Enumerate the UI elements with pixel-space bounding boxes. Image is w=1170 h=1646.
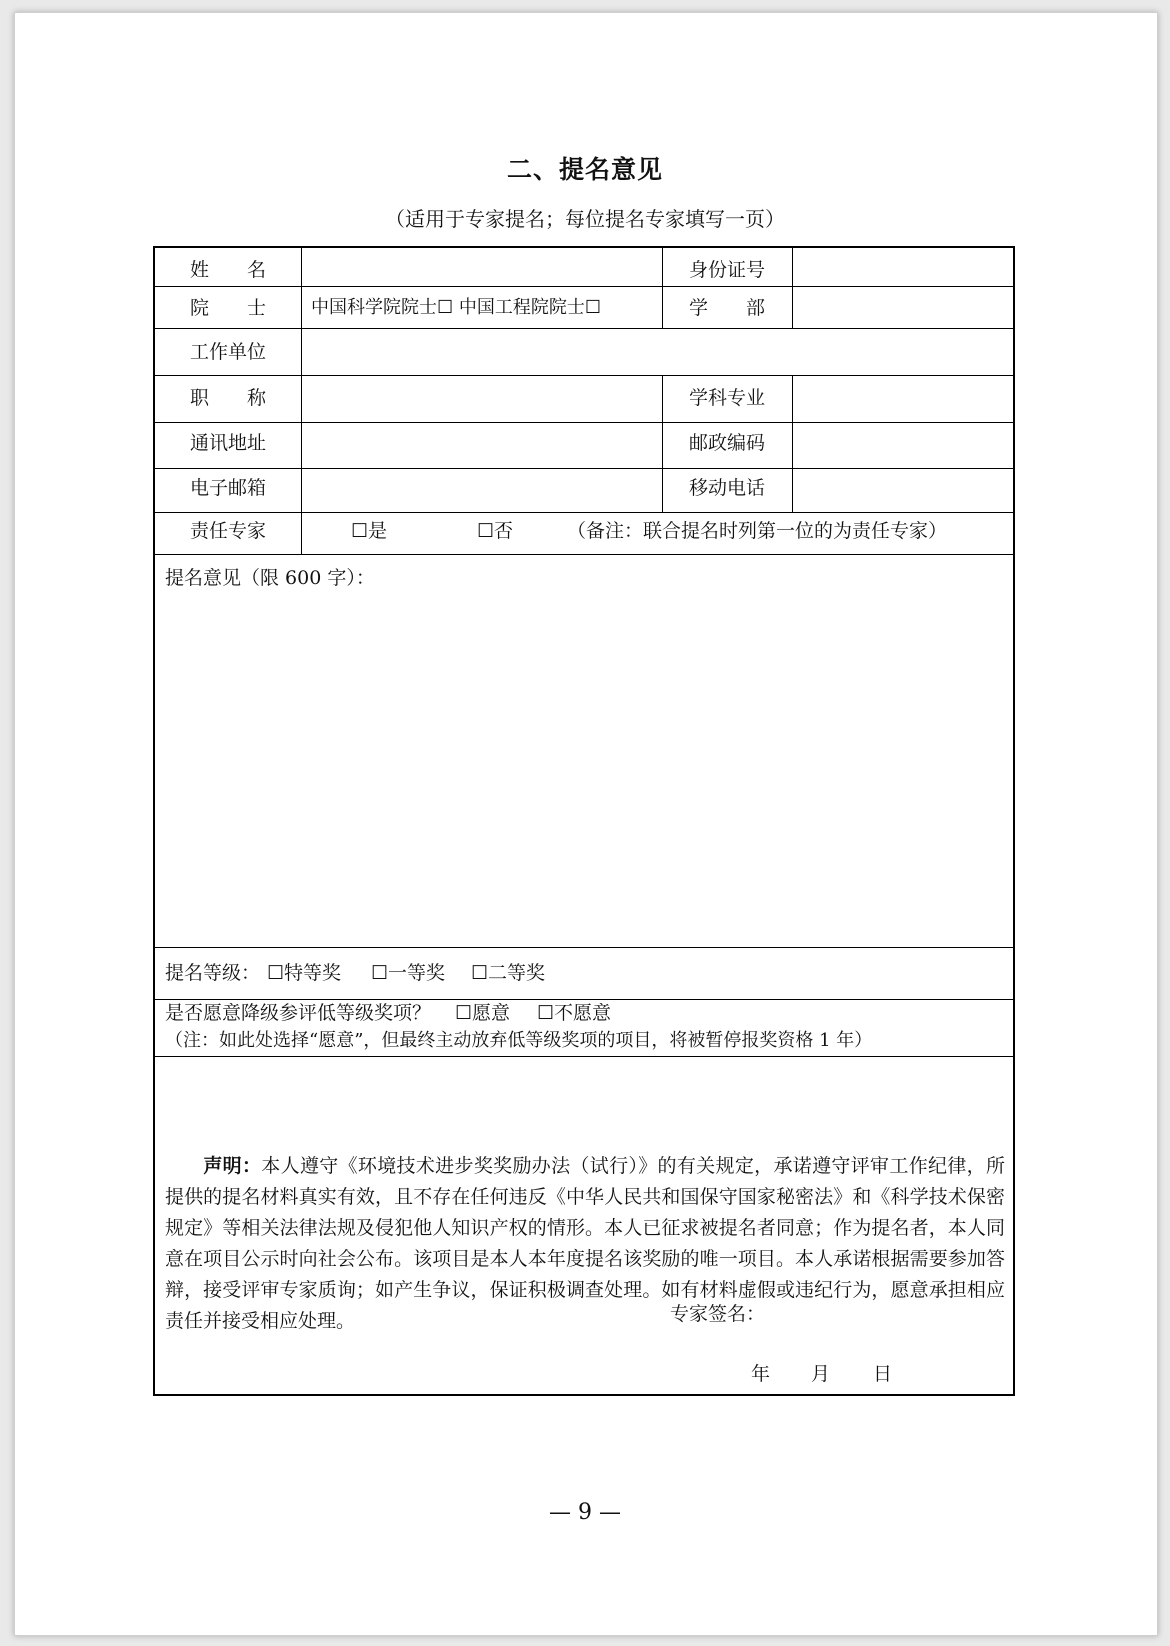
grade-first-checkbox[interactable]: ☐一等奖 [371, 962, 446, 984]
work-unit-field[interactable] [302, 329, 1013, 374]
row-divider [155, 554, 1013, 555]
responsible-no-checkbox[interactable]: ☐否 [477, 520, 514, 542]
postcode-label: 邮政编码 [688, 432, 765, 454]
division-label: 学 部 [688, 297, 765, 319]
date-year-label: 年 [751, 1363, 771, 1385]
responsible-expert-label: 责任专家 [189, 520, 266, 542]
responsible-note: （备注：联合提名时列第一位的为责任专家） [567, 520, 948, 542]
id-number-field[interactable] [793, 248, 1013, 285]
discipline-label: 学科专业 [688, 387, 765, 409]
title-field[interactable] [302, 376, 661, 421]
address-label: 通讯地址 [189, 432, 266, 454]
row-divider [155, 947, 1013, 948]
date-day-label: 日 [873, 1363, 893, 1385]
name-label: 姓 名 [189, 259, 266, 281]
title-label: 职 称 [189, 387, 266, 409]
downgrade-no-checkbox[interactable]: ☐不愿意 [537, 1002, 612, 1024]
row-divider [155, 999, 1013, 1000]
signature-label: 专家签名： [670, 1303, 766, 1325]
academician-options[interactable]: 中国科学院院士☐ 中国工程院院士☐ [311, 297, 601, 318]
date-month-label: 月 [811, 1363, 831, 1385]
opinion-label: 提名意见（限 600 字）： [165, 567, 375, 589]
division-field[interactable] [793, 287, 1013, 327]
downgrade-note: （注：如此处选择“愿意”，但最终主动放弃低等级奖项的项目，将被暂停报奖资格 1 年） [165, 1030, 873, 1051]
email-field[interactable] [302, 469, 661, 511]
work-unit-label: 工作单位 [189, 341, 266, 363]
page-subtitle: （适用于专家提名；每位提名专家填写一页） [385, 207, 785, 231]
nomination-form [153, 246, 1015, 1396]
row-divider [155, 512, 1013, 513]
discipline-field[interactable] [793, 376, 1013, 421]
declaration-body: 本人遵守《环境技术进步奖奖励办法（试行）》的有关规定，承诺遵守评审工作纪律，所提供的提名材料真实有效，且不存在任何违反《中华人民共和国保守国家秘密法》和《科学技术保密规定》等相关法律法规及侵犯他人知识产权的情形。本人已征求被提名者同意；作为提名者，本人同意在项目公示时向社会公布。该项目是本人本年度提名该奖励的唯一项目。本人承诺根据需要参加答辩，接受评审专家质询；如产生争议，保证积极调查处理。如有材料虚假或违纪行为，愿意承担相应责任并接受相应处理。 [165, 1155, 1005, 1332]
grade-label: 提名等级： [165, 962, 261, 984]
email-label: 电子邮箱 [189, 477, 266, 499]
grade-second-checkbox[interactable]: ☐二等奖 [471, 962, 546, 984]
name-field[interactable] [302, 248, 661, 285]
signature-field[interactable] [775, 1294, 975, 1330]
id-number-label: 身份证号 [688, 259, 765, 281]
page-number: — 9 — [549, 1500, 621, 1525]
declaration-heading: 声明： [203, 1155, 262, 1177]
responsible-yes-checkbox[interactable]: ☐是 [351, 520, 388, 542]
postcode-field[interactable] [793, 423, 1013, 467]
academician-label: 院 士 [189, 297, 266, 319]
mobile-label: 移动电话 [688, 477, 765, 499]
page-title: 二、提名意见 [506, 155, 663, 184]
downgrade-question: 是否愿意降级参评低等级奖项？ [165, 1002, 432, 1024]
opinion-textarea[interactable] [155, 598, 1013, 946]
grade-special-checkbox[interactable]: ☐特等奖 [267, 962, 342, 984]
downgrade-yes-checkbox[interactable]: ☐愿意 [455, 1002, 511, 1024]
declaration-section [155, 1057, 1013, 1394]
mobile-field[interactable] [793, 469, 1013, 511]
address-field[interactable] [302, 423, 661, 467]
